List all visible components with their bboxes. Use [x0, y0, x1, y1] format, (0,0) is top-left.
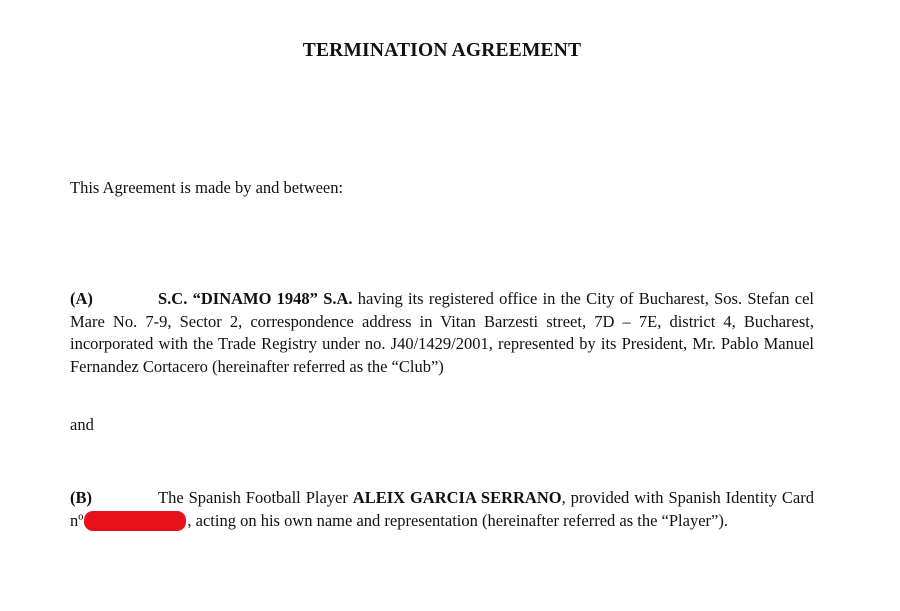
- redaction-mark: [84, 511, 186, 531]
- party-a-paragraph: [70, 288, 814, 378]
- party-a-text: having its registered office in the City of Bucharest, Sos. Stefan cel Mare No. 7-9, Sector 2, correspondence address in Vitan Barzesti street, 7D – 7E, district 4, Bucharest, incorporated with the Trade Registry under no. J40/1429/2001, represented by its President, Mr. Pablo Manuel Fernandez Cortacero (hereinafter referred as the “Club”): [70, 289, 814, 376]
- party-b-tag: (B): [70, 488, 92, 507]
- party-b-text-before: The Spanish Football Player: [158, 488, 353, 507]
- party-a-tag: (A): [70, 289, 93, 308]
- intro-text: This Agreement is made by and between:: [70, 178, 344, 197]
- party-a-name: S.C. “DINAMO 1948” S.A.: [158, 289, 353, 308]
- and-text: and: [70, 415, 94, 434]
- party-b-name: ALEIX GARCIA SERRANO: [352, 488, 562, 507]
- document-title: TERMINATION AGREEMENT: [302, 40, 582, 61]
- party-b-paragraph: [70, 487, 814, 532]
- party-b-text-after-redaction: , acting on his own name and representation (hereinafter referred as the “Player”).: [187, 510, 728, 530]
- party-b-text-after-name: , provided with Spanish Identity Card nº: [70, 488, 814, 530]
